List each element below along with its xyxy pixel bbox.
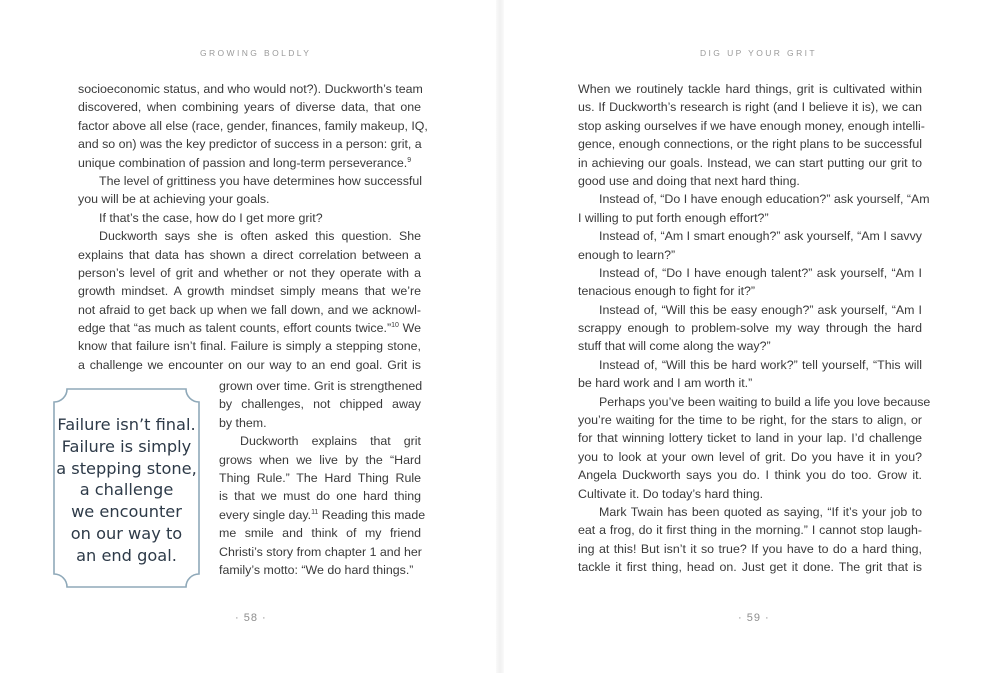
text-line-content: grown over time. Grit is strengthened bbox=[219, 379, 423, 393]
text-line-content: When we routinely tackle hard things, grit is cultivated within bbox=[578, 82, 922, 96]
text-line-content: know that failure isn’t final. Failure is simply a stepping stone, bbox=[78, 339, 421, 354]
text-line-content: us. If Duckworth’s research is right (and I believe it is), we can bbox=[578, 100, 922, 115]
text-line bbox=[78, 190, 421, 208]
text-line bbox=[219, 414, 421, 432]
text-line-content: me smile and think of my friend bbox=[219, 526, 421, 541]
text-line-content: person’s level of grit and whether or not they operate with a bbox=[78, 265, 421, 280]
text-line bbox=[578, 135, 922, 153]
text-line bbox=[78, 135, 421, 153]
text-line bbox=[578, 411, 922, 429]
text-line bbox=[78, 356, 421, 374]
text-line bbox=[78, 172, 421, 190]
text-line bbox=[578, 356, 922, 374]
text-line bbox=[578, 172, 922, 190]
right-body-text bbox=[578, 80, 931, 577]
text-line-content: discovered, when combining years of diverse data, that one bbox=[78, 100, 421, 115]
text-line bbox=[78, 337, 421, 355]
pull-quote-box bbox=[53, 388, 200, 588]
text-line-content: tenacious enough to fight for it?” bbox=[578, 284, 756, 299]
pull-quote-line: Failure is simply bbox=[61, 436, 192, 456]
text-line bbox=[578, 264, 922, 282]
text-line-content: Angela Duckworth says you do. I think you do too. Grow it. bbox=[578, 468, 922, 483]
text-line bbox=[78, 264, 421, 282]
text-line bbox=[578, 98, 922, 116]
text-line bbox=[78, 209, 421, 227]
text-line-content: edge that “as much as talent counts, effort counts twice.” bbox=[78, 321, 392, 336]
text-line-content: Instead of, “Will this be hard work?” tell yourself, “This will bbox=[599, 357, 922, 372]
text-line bbox=[219, 432, 421, 450]
left-body-text bbox=[78, 80, 428, 374]
footnote-marker: 10 bbox=[391, 321, 399, 329]
text-line bbox=[78, 246, 421, 264]
text-line bbox=[219, 506, 426, 524]
text-line bbox=[219, 469, 421, 487]
text-line bbox=[219, 543, 421, 561]
text-line-content: grows when we live by the “Hard bbox=[219, 452, 421, 467]
text-line bbox=[78, 98, 421, 116]
text-line-content: and so on) was the key predictor of success in a person: grit, a bbox=[78, 137, 422, 152]
text-line bbox=[578, 282, 922, 300]
text-line bbox=[219, 487, 421, 505]
text-line-content: stop asking ourselves if we have enough money, enough intelli- bbox=[578, 118, 925, 133]
text-line bbox=[578, 521, 922, 539]
text-line bbox=[78, 301, 421, 319]
text-line bbox=[219, 451, 421, 469]
text-line-content: be hard work and I am worth it.” bbox=[578, 376, 753, 391]
pull-quote-line: Failure isn’t final. bbox=[57, 415, 196, 434]
text-line bbox=[578, 540, 922, 558]
text-line-content: Instead of, “Do I have enough education?” ask yourself, “Am bbox=[599, 192, 930, 207]
text-line bbox=[578, 117, 925, 135]
left-wrapped-text bbox=[219, 377, 426, 579]
left-page: GROWING BOLDLY socioeconomic status, and who would not?). Duckworth’s team discovered, when combining years of diverse data, that one factor above all else (race, gender, finances, family makeup, IQ, and so on) was the key predictor of success in a person: grit, a unique combination of passion and long-term perseverance.$^9$ The level of grittiness you have determines how successful you will be at achieving your goals. If that’s the case, how do I get more grit? Duckworth says she is often asked this question. She explains that data has shown a direct correlation between a person’s level of grit and whether or not they operate with a growth mindset. A growth mindset simply means that we’re not afraid to get back up when we fall down, and we acknowl- edge that “as much as talent counts, effort counts twice.”$^{10}$ We know that failure isn’t final. Failure is simply a stepping stone, a challenge we encounter on our way to an end goal. Grit is grown over time. Grit is strengthened by challenges, not chipped away by them. Duckworth explains that grit grows when we live by the “Hard Thing Rule.” The Hard Thing Rule is that we must do one hard thing every single day.$^{11}$ Reading this made me smile and think of my friend Christi’s story from chapter 1 and her family’s motto: “We do hard things.” Failure isn’t final. Failure is simply a stepping stone, a challenge we encounter on our way to an end goal. · 58 · bbox=[0, 0, 500, 673]
text-line-content: socioeconomic status, and who would not?). Duckworth’s team bbox=[78, 82, 423, 96]
text-line-content: Instead of, “Do I have enough talent?” ask yourself, “Am I bbox=[599, 265, 922, 280]
pull-quote-text bbox=[53, 414, 200, 567]
pull-quote-line: we encounter bbox=[71, 502, 182, 522]
text-line bbox=[578, 154, 922, 172]
text-line-content: scrappy enough to problem-solve my way through the hard bbox=[578, 321, 922, 336]
text-line bbox=[578, 558, 922, 576]
text-line bbox=[78, 117, 428, 135]
pull-quote-line: on our way to bbox=[70, 523, 183, 543]
text-line bbox=[578, 246, 922, 264]
text-line bbox=[578, 466, 922, 484]
footnote-marker: 11 bbox=[311, 508, 319, 516]
text-line-content: If that’s the case, how do I get more grit? bbox=[99, 210, 323, 225]
text-line-content: gence, enough connections, or the right plans to be successful bbox=[578, 137, 922, 152]
text-line-content: stuff that will come along the way?” bbox=[578, 339, 771, 354]
text-line-content: Instead of, “Will this be easy enough?” ask yourself, “Am I bbox=[599, 302, 922, 317]
right-page: DIG UP YOUR GRIT When we routinely tackle hard things, grit is cultivated within us. If Duckworth’s research is right (and I believe it is), we can stop asking ourselves if we have enough money, enough intelli- gence, enough connections, or the right plans to be successful in achieving our goals. Instead, we can start putting our grit to good use and doing that next hard thing. Instead of, “Do I have enough education?” ask yourself, “Am I willing to put forth enough effort?” Instead of, “Am I smart enough?” ask yourself, “Am I savvy enough to learn?” Instead of, “Do I have enough talent?” ask yourself, “Am I tenacious enough to fight for it?” Instead of, “Will this be easy enough?” ask yourself, “Am I scrappy enough to problem-solve my way through the hard stuff that will come along the way?” Instead of, “Will this be hard work?” tell yourself, “This will be hard work and I am worth it.” Perhaps you’ve been waiting to build a life you love because you’re waiting for the time to be right, for the stars to align, or for that winning lottery ticket to land in your lap. I’d challenge you to look at your own level of grit. Do you have it in you? Angela Duckworth says you do. I think you do too. Grow it. Cultivate it. Do today’s hard thing. Mark Twain has been quoted as saying, “If it’s your job to eat a frog, do it first thing in the morning.” I cannot stop laugh- ing at this! But isn’t it so true? If you have to do a hard thing, tackle it first thing, head on. Just get it done. The grit that is · 59 · bbox=[578, 48, 931, 624]
text-line-content: Duckworth explains that grit bbox=[240, 434, 421, 449]
text-line bbox=[578, 448, 922, 466]
pull-quote-line: a stepping stone, bbox=[56, 458, 197, 478]
text-line bbox=[578, 227, 922, 245]
text-line-content: you will be at achieving your goals. bbox=[78, 192, 270, 207]
text-line bbox=[578, 374, 922, 392]
footnote-marker: 9 bbox=[407, 156, 412, 164]
text-line-content: good use and doing that next hard thing. bbox=[578, 173, 800, 188]
text-line-content: I willing to put forth enough effort?” bbox=[578, 210, 769, 225]
text-line-content: Instead of, “Am I smart enough?” ask yourself, “Am I savvy bbox=[599, 229, 922, 244]
text-line bbox=[578, 485, 922, 503]
text-line-content: every single day. bbox=[219, 507, 312, 522]
text-line-content: eat a frog, do it first thing in the morning.” I cannot stop laugh- bbox=[578, 523, 922, 538]
text-line bbox=[578, 429, 922, 447]
text-line-content: by them. bbox=[219, 415, 267, 430]
text-line-content: not afraid to get back up when we fall down, and we acknowl- bbox=[78, 302, 421, 317]
text-line bbox=[578, 393, 931, 411]
text-line-content: Duckworth says she is often asked this question. She bbox=[99, 229, 421, 244]
text-line bbox=[219, 524, 421, 542]
text-line-content: in achieving our goals. Instead, we can start putting our grit to bbox=[578, 155, 922, 170]
text-line bbox=[219, 377, 421, 395]
text-line bbox=[78, 319, 421, 337]
right-page-number: · 59 · bbox=[738, 612, 770, 624]
text-line-content: Christi’s story from chapter 1 and her bbox=[219, 544, 422, 559]
text-line-content: unique combination of passion and long-term perseverance. bbox=[78, 155, 408, 170]
text-line bbox=[78, 154, 421, 172]
text-line-content: is that we must do one hard thing bbox=[219, 489, 421, 504]
text-line-content: family’s motto: “We do hard things.” bbox=[219, 562, 414, 577]
text-line bbox=[219, 395, 421, 413]
text-line bbox=[578, 319, 922, 337]
text-line-content: ing at this! But isn’t it so true? If you have to do a hard thing, bbox=[578, 541, 922, 556]
text-line bbox=[578, 337, 922, 355]
text-line-content: by challenges, not chipped away bbox=[219, 397, 421, 412]
left-page-number: · 58 · bbox=[235, 612, 267, 624]
text-line bbox=[78, 282, 421, 300]
pull-quote-line: an end goal. bbox=[76, 545, 177, 565]
text-line bbox=[578, 301, 922, 319]
text-line-content: factor above all else (race, gender, finances, family makeup, IQ, bbox=[78, 118, 428, 133]
text-line-tail: We bbox=[398, 321, 421, 336]
text-line-content: you’re waiting for the time to be right, for the stars to align, or bbox=[578, 413, 922, 428]
text-line bbox=[219, 561, 421, 579]
text-line bbox=[78, 80, 421, 98]
text-line-content: you to look at your own level of grit. Do you have it in you? bbox=[578, 449, 922, 464]
text-line-content: Thing Rule.” The Hard Thing Rule bbox=[219, 470, 421, 485]
text-line bbox=[578, 80, 922, 98]
text-line-tail: Reading this made bbox=[318, 507, 426, 522]
text-line bbox=[578, 503, 922, 521]
text-line-content: The level of grittiness you have determines how successful bbox=[99, 173, 423, 188]
text-line-content: tackle it first thing, head on. Just get it done. The grit that is bbox=[578, 560, 922, 575]
text-line-content: Perhaps you’ve been waiting to build a life you love because bbox=[599, 394, 931, 409]
text-line-content: Mark Twain has been quoted as saying, “If it’s your job to bbox=[599, 504, 922, 519]
text-line bbox=[78, 227, 421, 245]
text-line-content: a challenge we encounter on our way to an end goal. Grit is bbox=[78, 357, 421, 372]
text-line-content: Cultivate it. Do today’s hard thing. bbox=[578, 486, 764, 501]
text-line-content: for that winning lottery ticket to land in your lap. I’d challenge bbox=[578, 431, 922, 446]
text-line-content: enough to learn?” bbox=[578, 247, 676, 262]
text-line-content: explains that data has shown a direct correlation between a bbox=[78, 247, 421, 262]
pull-quote-line: a challenge bbox=[79, 480, 174, 500]
text-line-content: growth mindset. A growth mindset simply means that we’re bbox=[78, 284, 421, 299]
text-line bbox=[578, 190, 930, 208]
text-line bbox=[578, 209, 922, 227]
